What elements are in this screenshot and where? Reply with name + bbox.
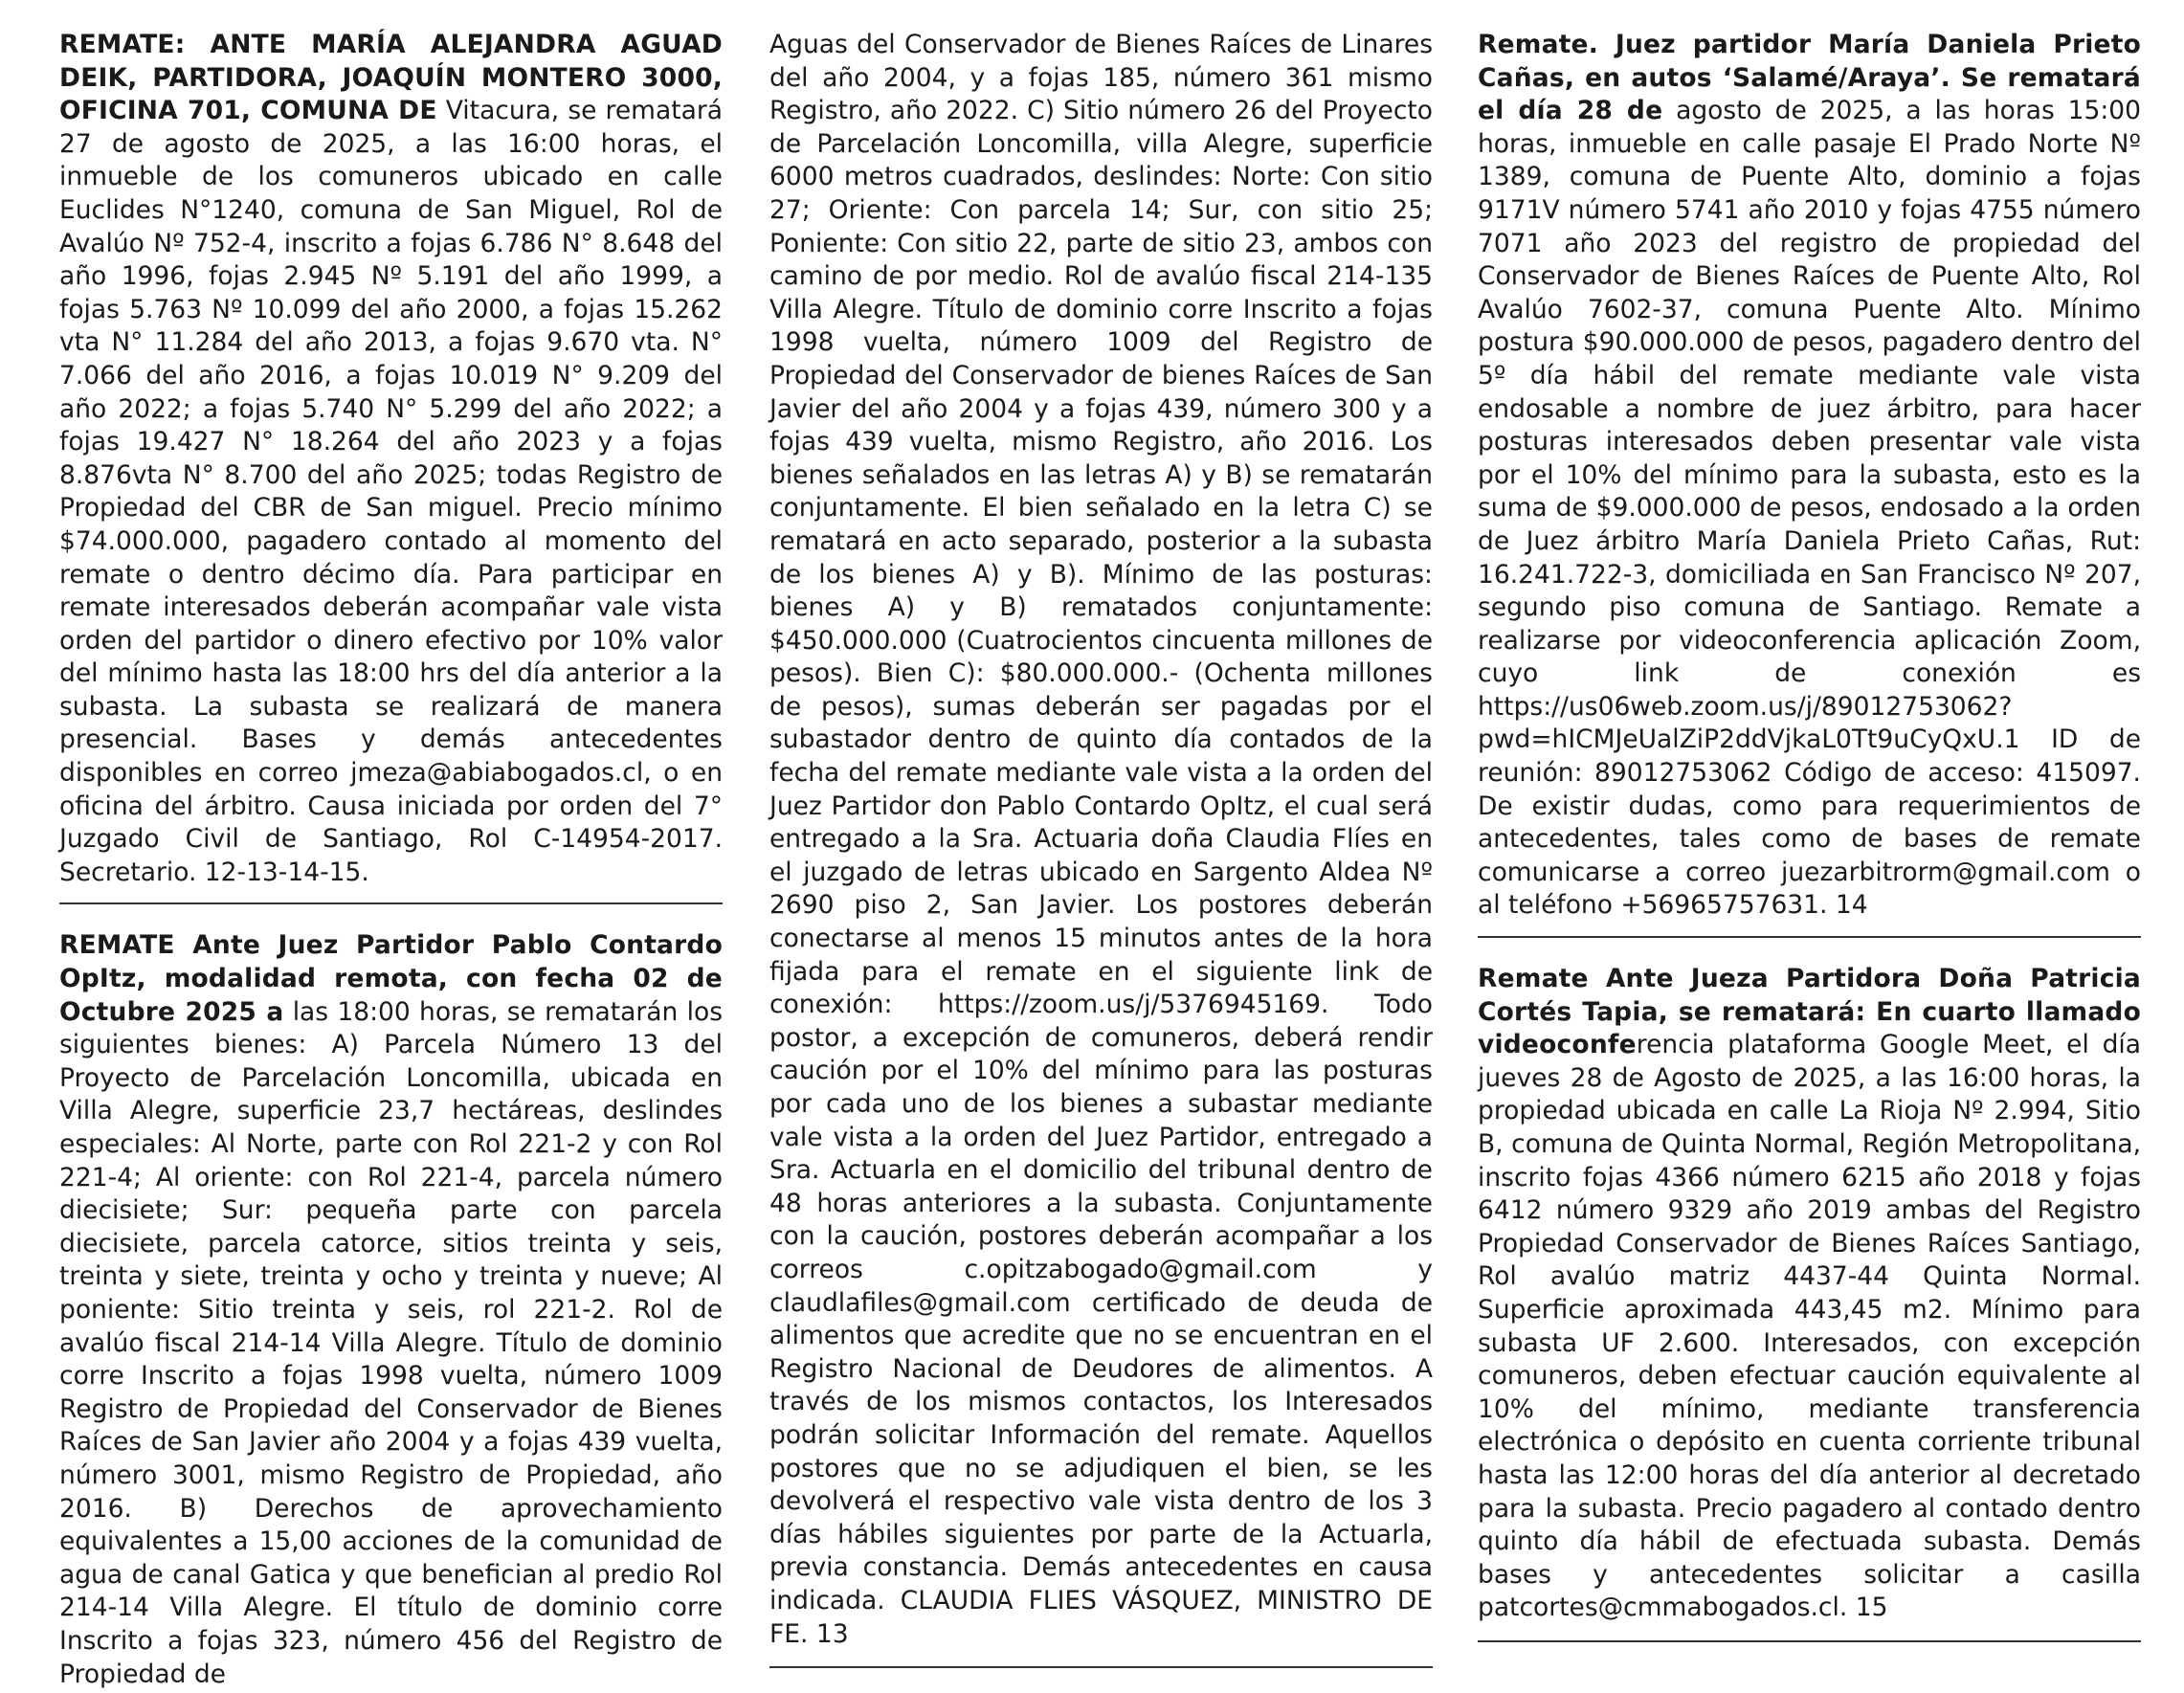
notice-prieto-canas [1478, 29, 2141, 923]
notice-lead: Remate Ante Jueza Partidora Doña Patricia Cortés Tapia, se rematará: En cuarto llamado videoconfe [1478, 964, 2141, 1060]
notice-divider [769, 1666, 1433, 1668]
notice-divider [1478, 1640, 2141, 1642]
notice-contardo-opitz-continued [769, 29, 1433, 1651]
notice-lead: REMATE: ANTE MARÍA ALEJANDRA AGUAD DEIK, PARTIDORA, JOAQUÍN MONTERO 3000, OFICINA 701, COMUNA DE [59, 30, 723, 126]
notice-contardo-opitz [59, 929, 723, 1691]
notice-body: las 18:00 horas, se rematarán los siguientes bienes: A) Parcela Número 13 del Proyecto de Parcelación Loncomilla, ubicada en Villa Alegre, superficie 23,7 hectáreas, deslindes especiales: Al Norte, parte con Rol 221-2 y con Rol 221-4; Al oriente: con Rol 221-4, parcela número diecisiete; Sur: pequeña parte con parcela diecisiete, parcela catorce, sitios treinta y seis, treinta y siete, treinta y ocho y treinta y nueve; Al poniente: Sitio treinta y seis, rol 221-2. Rol de avalúo fiscal 214-14 Villa Alegre. Título de dominio corre Inscrito a fojas 1998 vuelta, número 1009 Registro de Propiedad del Conservador de Bienes Raíces de San Javier año 2004 y a fojas 439 vuelta, número 3001, mismo Registro de Propiedad, año 2016. B) Derechos de aprovechamiento equivalentes a 15,00 acciones de la comunidad de agua de canal Gatica y que benefician al predio Rol 214-14 Villa Alegre. El título de dominio corre Inscrito a fojas 323, número 456 del Registro de Propiedad de [59, 996, 723, 1689]
notice-aguad-deik [59, 29, 723, 889]
notice-body: Vitacura, se rematará 27 de agosto de 2025, a las 16:00 horas, el inmueble de los comuneros ubicado en calle Euclides N°1240, comuna de San Miguel, Rol de Avalúo Nº 752-4, inscrito a fojas 6.786 N° 8.648 del año 1996, fojas 2.945 Nº 5.191 del año 1999, a fojas 5.763 Nº 10.099 del año 2000, a fojas 15.262 vta N° 11.284 del año 2013, a fojas 9.670 vta. N° 7.066 del año 2016, a fojas 10.019 N° 9.209 del año 2022; a fojas 5.740 N° 5.299 del año 2022; a fojas 19.427 N° 18.264 del año 2023 y a fojas 8.876vta N° 8.700 del año 2025; todas Registro de Propiedad del CBR de San miguel. Precio mínimo $74.000.000, pagadero contado al momento del remate o dentro décimo día. Para participar en remate interesados deberán acompañar vale vista orden del partidor o dinero efectivo por 10% valor del mínimo hasta las 18:00 hrs del día anterior a la subasta. La subasta se realizará de manera presencial. Bases y demás antecedentes disponibles en correo jmeza@abiabogados.cl, o en oficina del árbitro. Causa iniciada por orden del 7° Juzgado Civil de Santiago, Rol C-14954-2017. Secretario. 12-13-14-15. [59, 96, 723, 887]
notice-divider [59, 902, 723, 904]
notice-cortes-tapia [1478, 963, 2141, 1625]
column-3 [1478, 29, 2141, 1667]
column-1 [59, 29, 723, 1691]
notice-body: Aguas del Conservador de Bienes Raíces de Linares del año 2004, y a fojas 185, número 361 mismo Registro, año 2022. C) Sitio número 26 del Proyecto de Parcelación Loncomilla, villa Alegre, superficie 6000 metros cuadrados, deslindes: Norte: Con sitio 27; Oriente: Con parcela 14; Sur, con sitio 25; Poniente: Con sitio 22, parte de sitio 23, ambos con camino de por medio. Rol de avalúo fiscal 214-135 Villa Alegre. Título de dominio corre Inscrito a fojas 1998 vuelta, número 1009 del Registro de Propiedad del Conservador de bienes Raíces de San Javier del año 2004 y a fojas 439, número 300 y a fojas 439 vuelta, mismo Registro, año 2016. Los bienes señalados en las letras A) y B) se rematarán conjuntamente. El bien señalado en la letra C) se rematará en acto separado, posterior a la subasta de los bienes A) y B). Mínimo de las posturas: bienes A) y B) rematados conjuntamente: $450.000.000 (Cuatrocientos cincuenta millones de pesos). Bien C): $80.000.000.- (Ochenta millones de pesos), sumas deberán ser pagadas por el subastador dentro de quinto día contados de la fecha del remate mediante vale vista a la orden del Juez Partidor don Pablo Contardo OpItz, el cual será entregado a la Sra. Actuaria doña Claudia Flíes en el juzgado de letras ubicado en Sargento Aldea Nº 2690 piso 2, San Javier. Los postores deberán conectarse al menos 15 minutos antes de la hora fijada para el remate en el siguiente link de conexión: https://zoom.us/j/5376945169. Todo postor, a excepción de comuneros, deberá rendir caución por el 10% del mínimo para las posturas por cada uno de los bienes a subastar mediante vale vista a la orden del Juez Partidor, entregado a Sra. Actuarla en el domicilio del tribunal dentro de 48 horas anteriores a la subasta. Conjuntamente con la caución, postores deberán acompañar a los correos c.opitzabogado@gmail.com y claudlafiles@gmail.com certificado de deuda de alimentos que acredite que no se encuentran en el Registro Nacional de Deudores de alimentos. A través de los mismos contactos, los Interesados podrán solicitar Información del remate. Aquellos postores que no se adjudiquen el bien, se les devolverá el respectivo vale vista dentro de los 3 días hábiles siguientes por parte de la Actuarla, previa constancia. Demás antecedentes en causa indicada. CLAUDIA FLIES VÁSQUEZ, MINISTRO DE FE. 13 [769, 30, 1433, 1649]
notice-body: rencia plataforma Google Meet, el día jueves 28 de Agosto de 2025, a las 16:00 horas, la propiedad ubicada en calle La Rioja Nº 2.994, Sitio B, comuna de Quinta Normal, Región Metropolitana, inscrito fojas 4366 número 6215 año 2018 y fojas 6412 número 9329 año 2019 ambas del Registro Propiedad Conservador de Bienes Raíces Santiago, Rol avalúo matriz 4437-44 Quinta Normal. Superficie aproximada 443,45 m2. Mínimo para subasta UF 2.600. Interesados, con excepción comuneros, deben efectuar caución equivalente al 10% del mínimo, mediante transferencia electrónica o depósito en cuenta corriente tribunal hasta las 12:00 horas del día anterior al decretado para la subasta. Precio pagadero al contado dentro quinto día hábil de efectuada subasta. Demás bases y antecedentes solicitar a casilla patcortes@cmmabogados.cl. 15 [1478, 1030, 2141, 1623]
notice-lead: Remate. Juez partidor María Daniela Prieto Cañas, en autos ‘Salamé/Araya’. Se rematará el día 28 de [1478, 30, 2141, 126]
notice-divider [1478, 936, 2141, 938]
notice-body: agosto de 2025, a las horas 15:00 horas, inmueble en calle pasaje El Prado Norte Nº 1389, comuna de Puente Alto, dominio a fojas 9171V número 5741 año 2010 y fojas 4755 número 7071 año 2023 del registro de propiedad del Conservador de Bienes Raíces de Puente Alto, Rol Avalúo 7602-37, comuna Puente Alto. Mínimo postura $90.000.000 de pesos, pagadero dentro del 5º día hábil del remate mediante vale vista endosable a nombre de juez árbitro, para hacer posturas interesados deben presentar vale vista por el 10% del mínimo para la subasta, esto es la suma de $9.000.000 de pesos, endosado a la orden de Juez árbitro María Daniela Prieto Cañas, Rut: 16.241.722-3, domiciliada en San Francisco Nº 207, segundo piso comuna de Santiago. Remate a realizarse por videoconferencia aplicación Zoom, cuyo link de conexión es https://us06web.zoom.us/j/89012753062?pwd=hICMJeUalZiP2ddVjkaL0Tt9uCyQxU.1 ID de reunión: 89012753062 Código de acceso: 415097. De existir dudas, como para requerimientos de antecedentes, tales como de bases de remate comunicarse a correo juezarbitrorm@gmail.com o al teléfono +56965757631. 14 [1478, 96, 2142, 921]
notice-lead: REMATE Ante Juez Partidor Pablo Contardo OpItz, modalidad remota, con fecha 02 de Octubre 2025 a [59, 930, 723, 1027]
column-2 [769, 29, 1433, 1693]
